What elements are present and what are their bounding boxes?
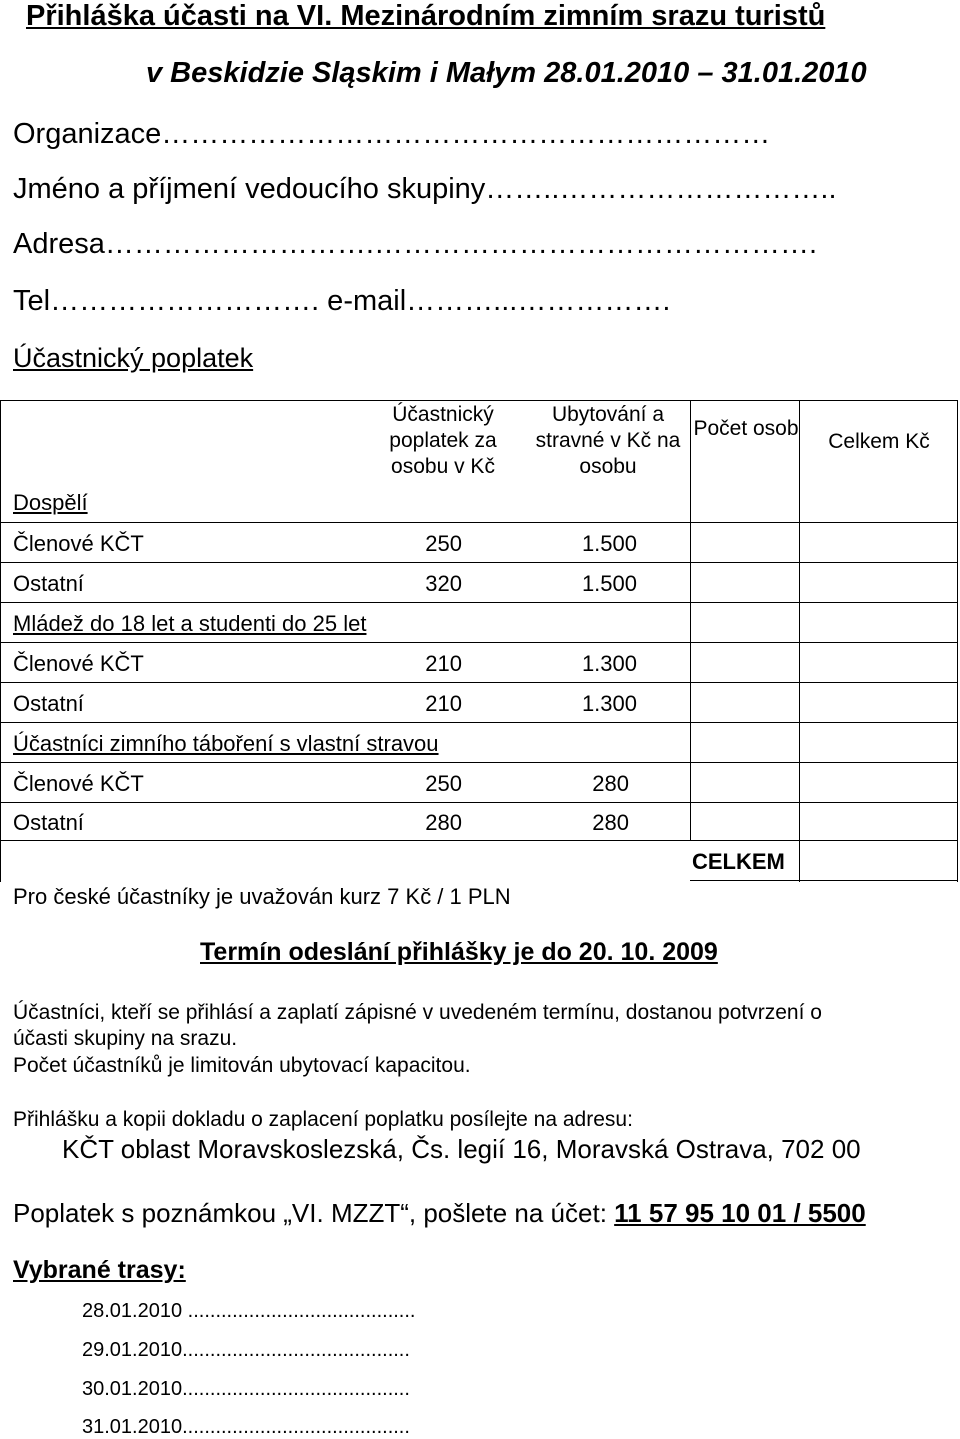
table-count-col-border	[690, 400, 691, 840]
row-accommodation: 280	[592, 810, 629, 835]
fee-heading: Účastnický poplatek	[13, 343, 254, 373]
row-label: Ostatní	[13, 571, 84, 596]
capacity-note: Počet účastníků je limitován ubytovací kapacitou.	[13, 1054, 471, 1077]
form-subtitle: v Beskidzie Sląskim i Małym 28.01.2010 – 31.01.2010	[146, 57, 867, 89]
table-row-line	[0, 802, 958, 803]
table-bottom-border	[690, 880, 958, 881]
exchange-rate-note: Pro české účastníky je uvažován kurz 7 Kč / 1 PLN	[13, 884, 511, 909]
table-row-line	[0, 722, 958, 723]
row-label: Členové KČT	[13, 771, 144, 796]
row-fee: 210	[425, 651, 462, 676]
payment-prefix: Poplatek s poznámkou „VI. MZZT“, pošlete na účet:	[13, 1198, 615, 1228]
header-fee: Účastnický poplatek za osobu v Kč	[389, 403, 497, 478]
payment-instruction	[13, 1198, 866, 1229]
table-row-line	[0, 642, 958, 643]
row-accommodation: 1.500	[581, 571, 637, 596]
total-label: CELKEM	[692, 849, 785, 874]
send-instruction: Přihlášku a kopii dokladu o zaplacení poplatku posílejte na adresu:	[13, 1108, 633, 1131]
table-row-line	[0, 522, 958, 523]
header-person-count: Počet osob	[693, 417, 799, 440]
table-right-border	[957, 400, 958, 882]
table-row-line	[0, 762, 958, 763]
group-adults: Dospělí	[13, 490, 88, 515]
table-row-line	[0, 682, 958, 683]
confirmation-text-line1: Účastníci, kteří se přihlásí a zaplatí zápisné v uvedeném termínu, dostanou potvrzení o	[13, 1001, 822, 1024]
row-fee: 280	[425, 810, 462, 835]
address-field[interactable]: Adresa……………………….……………………………………….	[13, 228, 817, 260]
table-row-line	[0, 562, 958, 563]
deadline: Termín odeslání přihlášky je do 20. 10. 2009	[200, 938, 718, 966]
route-item[interactable]: 28.01.2010 .........................................	[82, 1300, 416, 1322]
table-top-border	[0, 400, 958, 401]
row-label: Ostatní	[13, 810, 84, 835]
group-leader-field[interactable]: Jméno a příjmení vedoucího skupiny……..………………………..	[13, 173, 837, 205]
routes-heading: Vybrané trasy:	[13, 1256, 186, 1284]
row-label: Členové KČT	[13, 531, 144, 556]
row-fee: 320	[425, 571, 462, 596]
row-accommodation: 1.300	[581, 651, 637, 676]
group-youth: Mládež do 18 let a studenti do 25 let	[13, 611, 367, 636]
route-item[interactable]: 31.01.2010.........................................	[82, 1416, 410, 1438]
table-row-line	[0, 602, 958, 603]
header-total: Celkem Kč	[828, 430, 930, 453]
account-number: 11 57 95 10 01 / 5500	[614, 1198, 866, 1228]
row-fee: 250	[425, 771, 462, 796]
row-accommodation: 1.500	[581, 531, 637, 556]
row-accommodation: 280	[592, 771, 629, 796]
row-fee: 250	[425, 531, 462, 556]
confirmation-text-line2: účasti skupiny na srazu.	[13, 1027, 238, 1050]
row-label: Členové KČT	[13, 651, 144, 676]
row-label: Ostatní	[13, 691, 84, 716]
form-title: Přihláška účasti na VI. Mezinárodním zimním srazu turistů	[26, 0, 826, 32]
phone-email-field[interactable]: Tel………………………. e-mail………...…………….	[13, 285, 671, 317]
table-row-line	[0, 840, 958, 841]
route-item[interactable]: 29.01.2010.........................................	[82, 1339, 410, 1361]
route-item[interactable]: 30.01.2010.........................................	[82, 1378, 410, 1400]
organization-field[interactable]: Organizace………………………………………………………	[13, 118, 771, 150]
group-camp: Účastníci zimního táboření s vlastní stravou	[13, 731, 439, 756]
row-accommodation: 1.300	[581, 691, 637, 716]
table-left-border	[0, 400, 1, 882]
header-accommodation: Ubytování a stravné v Kč na osobu	[535, 403, 681, 478]
table-total-col-border	[799, 400, 800, 882]
mailing-address: KČT oblast Moravskoslezská, Čs. legií 16, Moravská Ostrava, 702 00	[62, 1134, 861, 1164]
row-fee: 210	[425, 691, 462, 716]
